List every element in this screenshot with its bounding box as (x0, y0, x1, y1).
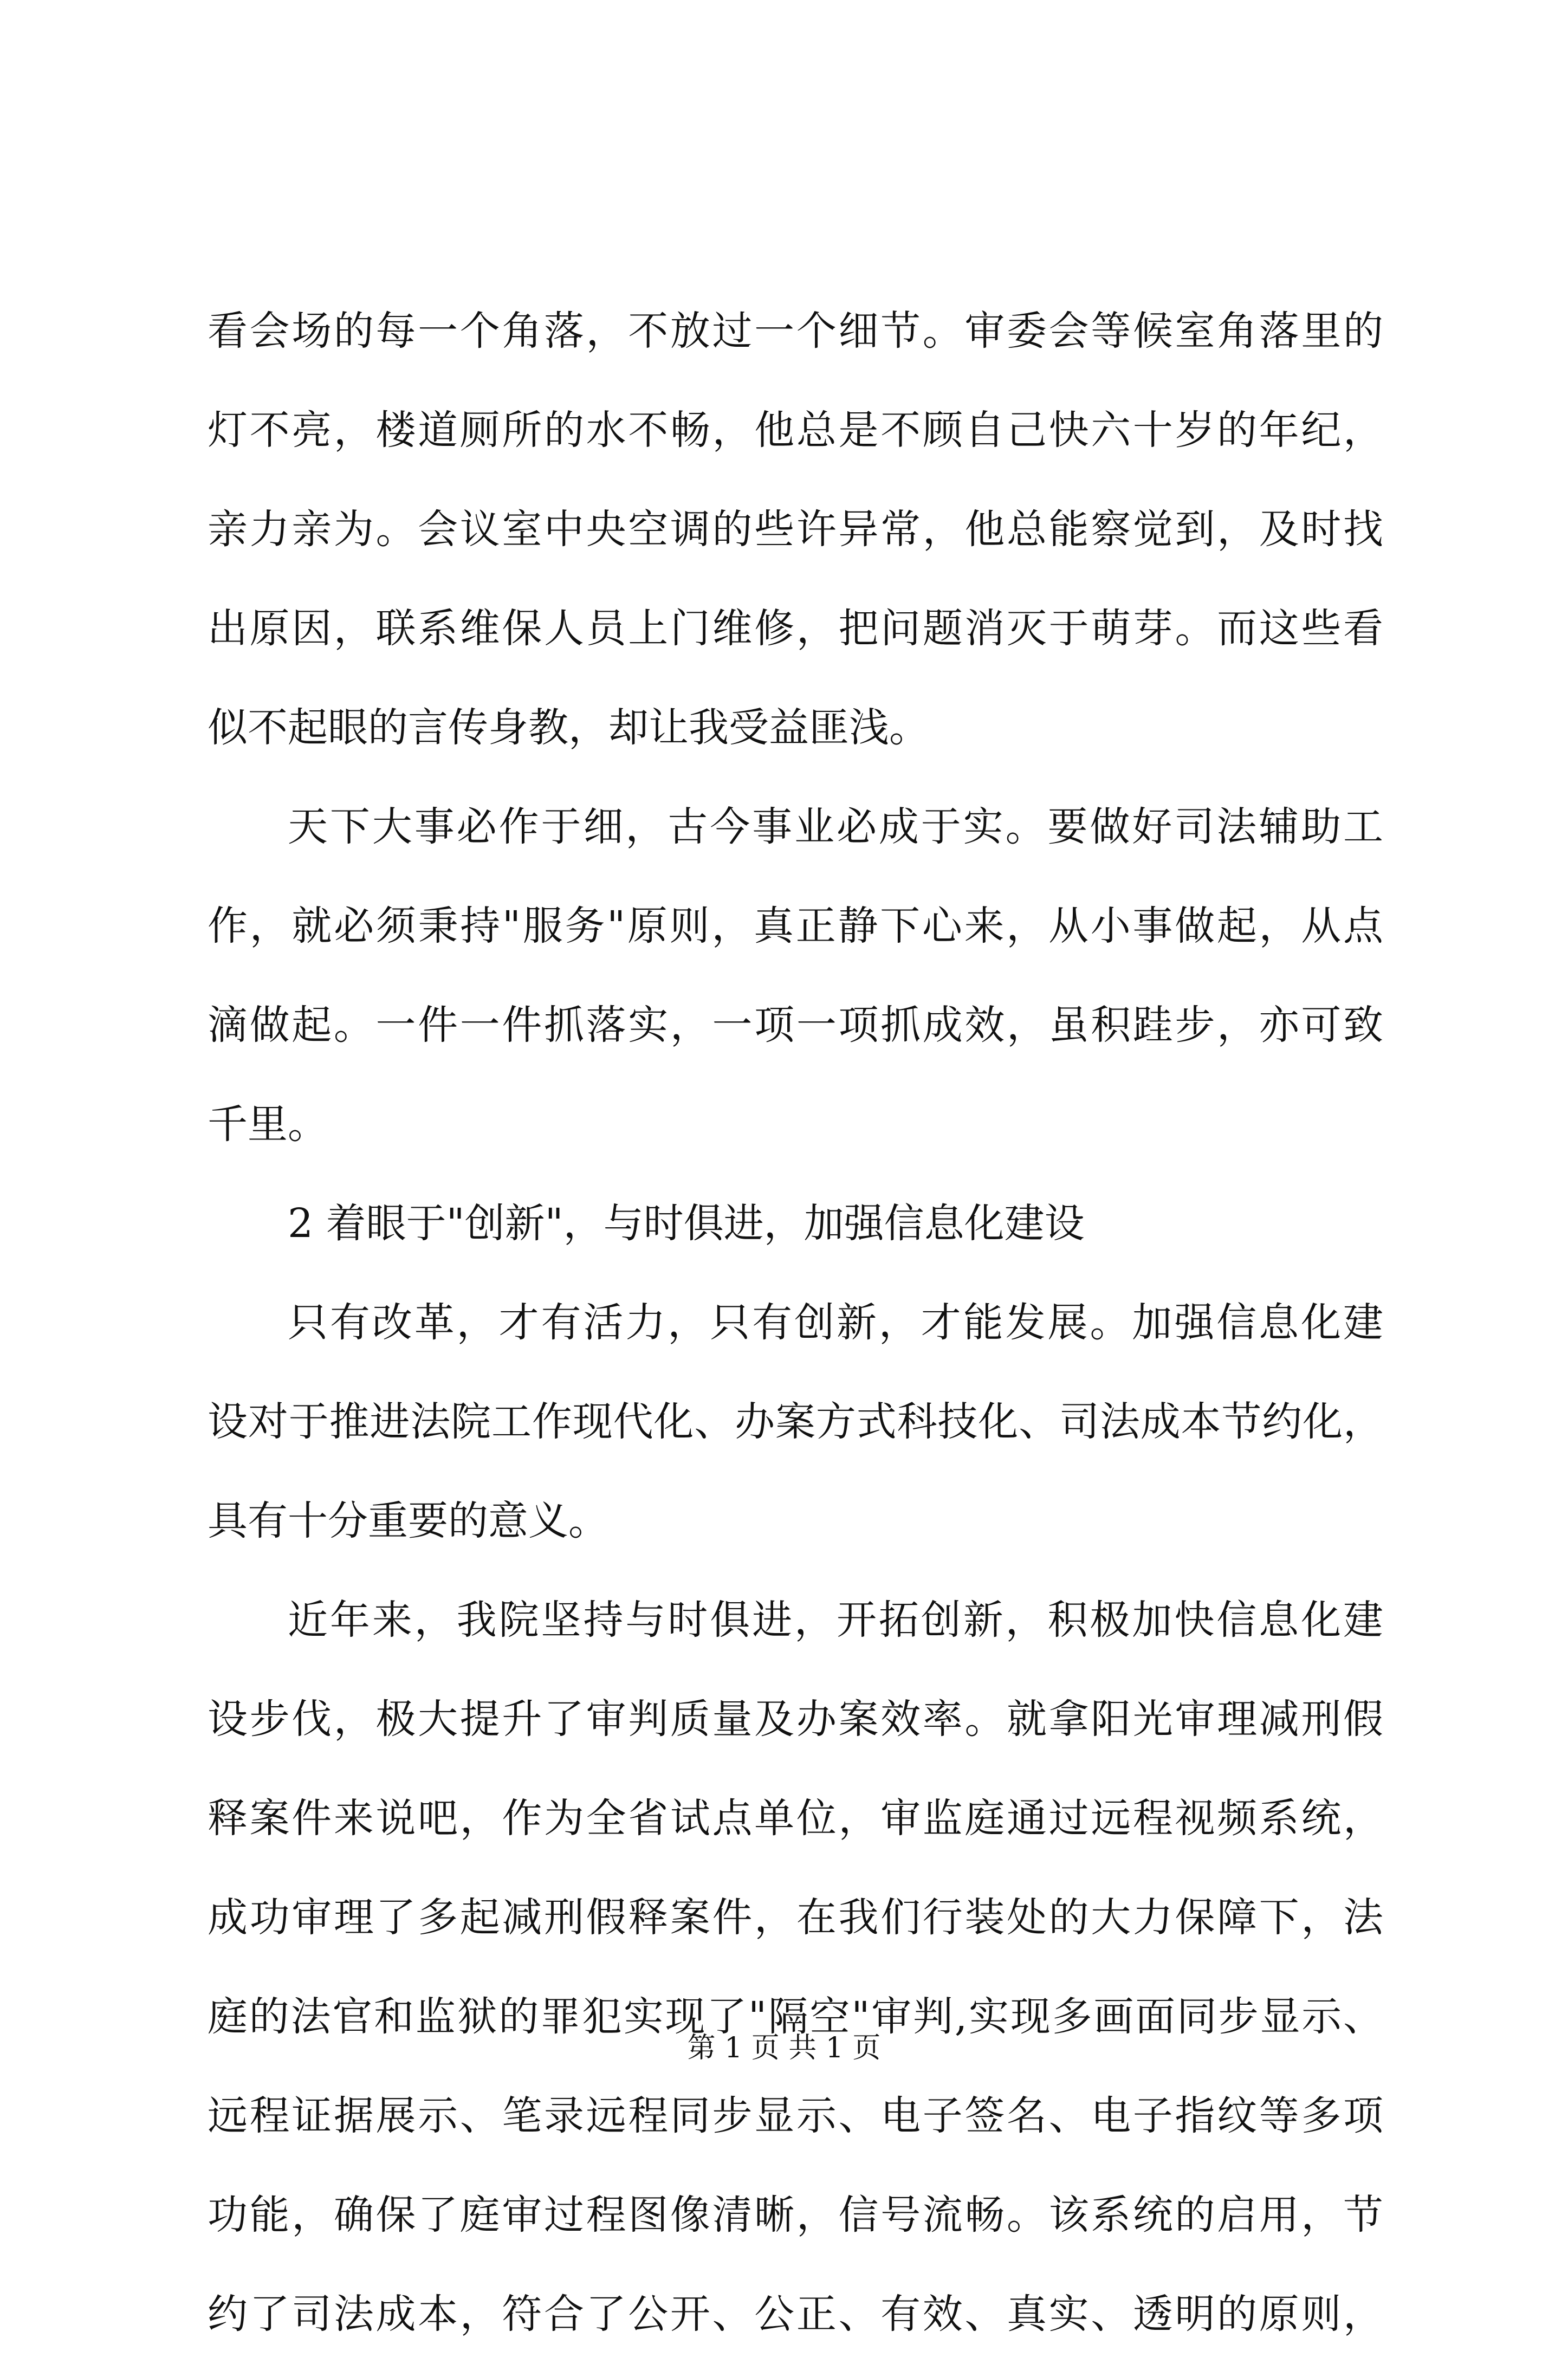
text-line: 作，就必须秉持"服务"原则，真正静下心来，从小事做起，从点 (208, 903, 1383, 949)
text-line: 庭的法官和监狱的罪犯实现了"隔空"审判,实现多画面同步显示、 (208, 1993, 1383, 2040)
text-line: 远程证据展示、笔录远程同步显示、电子签名、电子指纹等多项 (208, 2093, 1383, 2139)
text-line: 设步伐，极大提升了审判质量及办案效率。就拿阳光审理减刑假 (208, 1696, 1383, 1743)
text-line: 亲力亲为。会议室中央空调的些许异常，他总能察觉到，及时找 (208, 506, 1383, 553)
text-line: 千里。 (208, 1101, 328, 1148)
text-line: 约了司法成本，符合了公开、公正、有效、真实、透明的原则， (208, 2291, 1383, 2337)
text-line: 成功审理了多起减刑假释案件，在我们行装处的大力保障下，法 (208, 1894, 1383, 1941)
text-line: 看会场的每一个角落，不放过一个细节。审委会等候室角落里的 (208, 308, 1383, 354)
text-line: 似不起眼的言传身教，却让我受益匪浅。 (208, 704, 929, 751)
text-line: 滴做起。一件一件抓落实，一项一项抓成效，虽积跬步，亦可致 (208, 1002, 1383, 1048)
text-line: 2 着眼于"创新"，与时俱进，加强信息化建设 (288, 1200, 1085, 1247)
text-line: 天下大事必作于细，古今事业必成于实。要做好司法辅助工 (288, 804, 1383, 850)
text-line: 设对于推进法院工作现代化、办案方式科技化、司法成本节约化， (208, 1398, 1383, 1445)
text-line: 释案件来说吧，作为全省试点单位，审监庭通过远程视频系统， (208, 1795, 1383, 1842)
text-line: 灯不亮，楼道厕所的水不畅，他总是不顾自己快六十岁的年纪， (208, 407, 1383, 454)
page-footer: 第 1 页 共 1 页 (687, 2032, 881, 2064)
text-line: 出原因，联系维保人员上门维修，把问题消灭于萌芽。而这些看 (208, 605, 1383, 652)
text-line: 只有改革，才有活力，只有创新，才能发展。加强信息化建 (288, 1299, 1383, 1346)
text-line: 具有十分重要的意义。 (208, 1498, 608, 1544)
text-line: 近年来，我院坚持与时俱进，开拓创新，积极加快信息化建 (288, 1597, 1383, 1643)
text-line: 功能，确保了庭审过程图像清晰，信号流畅。该系统的启用，节 (208, 2192, 1383, 2238)
